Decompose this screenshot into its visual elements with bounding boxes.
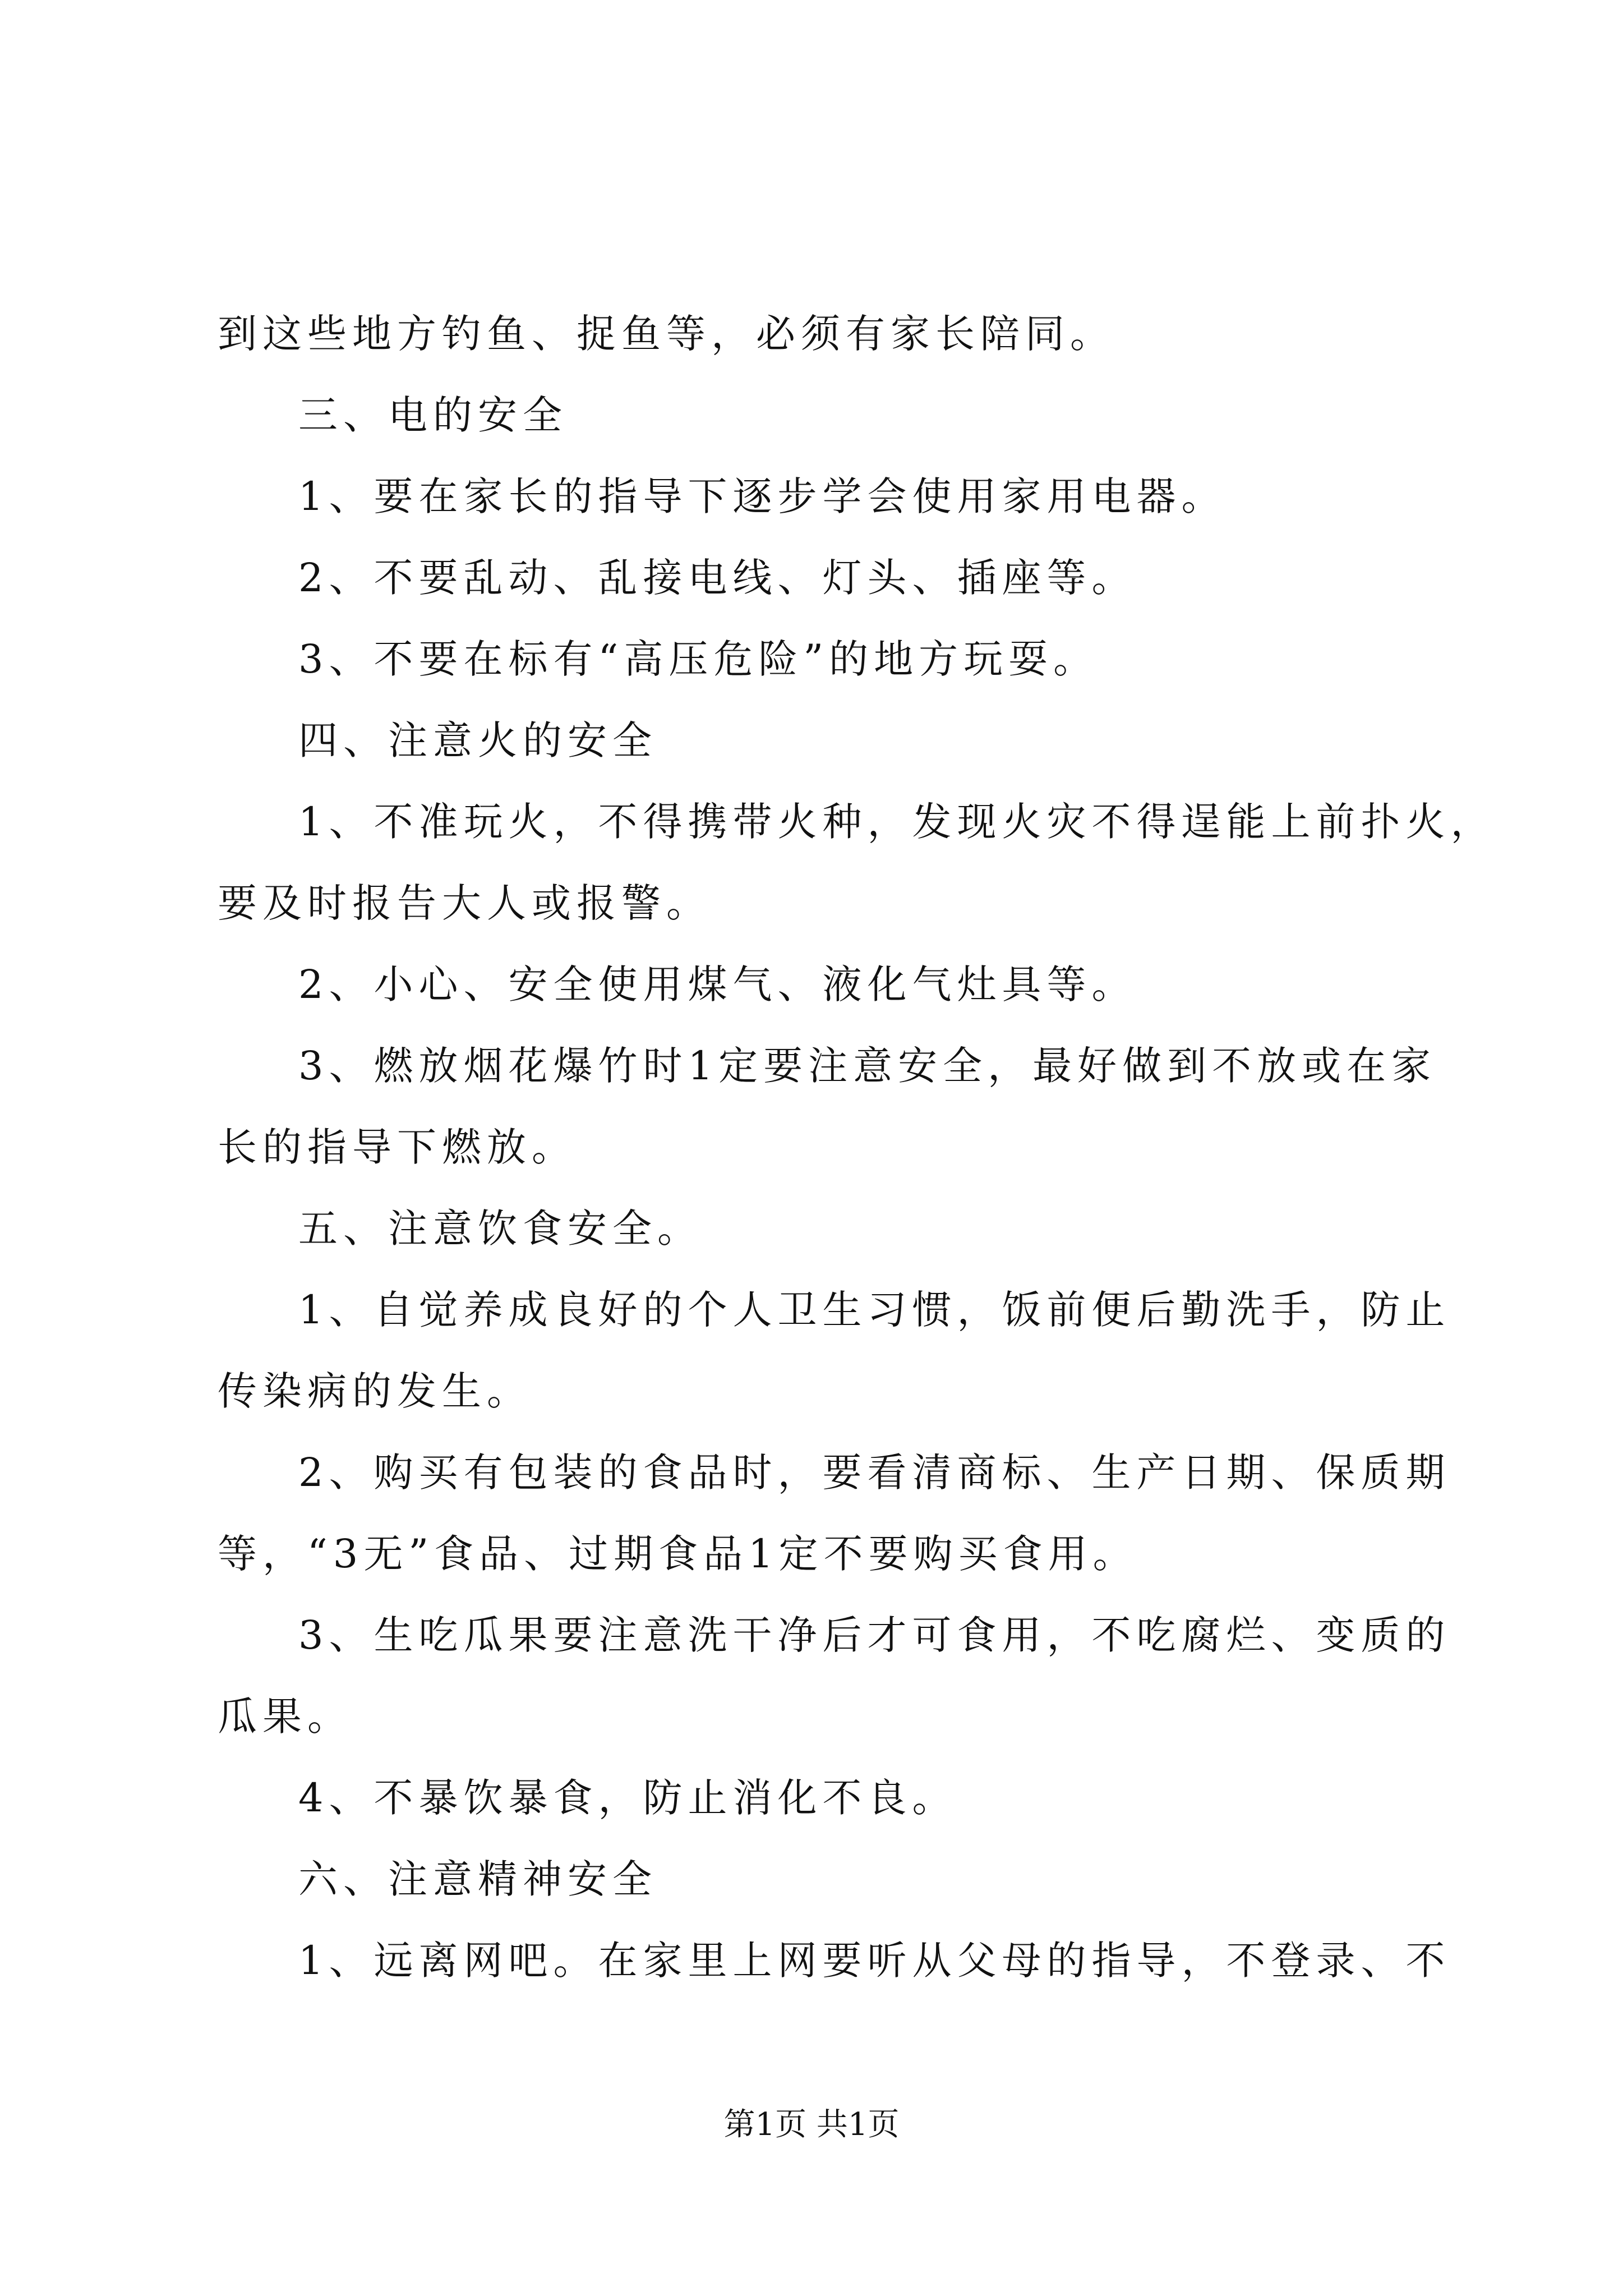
paragraph-line: 1、自觉养成良好的个人卫生习惯，饭前便后勤洗手，防止 — [298, 1287, 1451, 1333]
section-heading: 六、注意精神安全 — [298, 1856, 657, 1902]
paragraph-line: 要及时报告大人或报警。 — [218, 880, 711, 926]
paragraph-line: 3、不要在标有“高压危险”的地方玩耍。 — [298, 636, 1099, 682]
section-heading: 四、注意火的安全 — [298, 717, 657, 763]
paragraph-line: 2、不要乱动、乱接电线、灯头、插座等。 — [298, 555, 1137, 601]
paragraph-line: 瓜果。 — [218, 1694, 352, 1740]
section-heading: 三、电的安全 — [298, 392, 568, 438]
paragraph-line: 1、不准玩火，不得携带火种，发现火灾不得逞能上前扑火， — [298, 799, 1496, 845]
paragraph-line: 1、远离网吧。在家里上网要听从父母的指导，不登录、不 — [298, 1938, 1451, 1984]
paragraph-line: 3、生吃瓜果要注意洗干净后才可食用，不吃腐烂、变质的 — [298, 1612, 1451, 1658]
paragraph-line: 长的指导下燃放。 — [218, 1124, 577, 1170]
page-footer: 第1页 共1页 — [723, 2106, 900, 2143]
paragraph-line: 3、燃放烟花爆竹时1定要注意安全，最好做到不放或在家 — [298, 1043, 1437, 1089]
paragraph-line: 2、小心、安全使用煤气、液化气灶具等。 — [298, 961, 1137, 1007]
paragraph-line: 4、不暴饮暴食，防止消化不良。 — [298, 1775, 957, 1821]
paragraph-line: 2、购买有包装的食品时，要看清商标、生产日期、保质期 — [298, 1450, 1451, 1496]
paragraph-line: 1、要在家长的指导下逐步学会使用家用电器。 — [298, 473, 1227, 519]
section-heading: 五、注意饮食安全。 — [298, 1205, 702, 1251]
paragraph-line: 等，“3无”食品、过期食品1定不要购买食用。 — [218, 1531, 1138, 1577]
paragraph-line: 到这些地方钓鱼、捉鱼等，必须有家长陪同。 — [218, 311, 1115, 357]
paragraph-line: 传染病的发生。 — [218, 1368, 532, 1414]
